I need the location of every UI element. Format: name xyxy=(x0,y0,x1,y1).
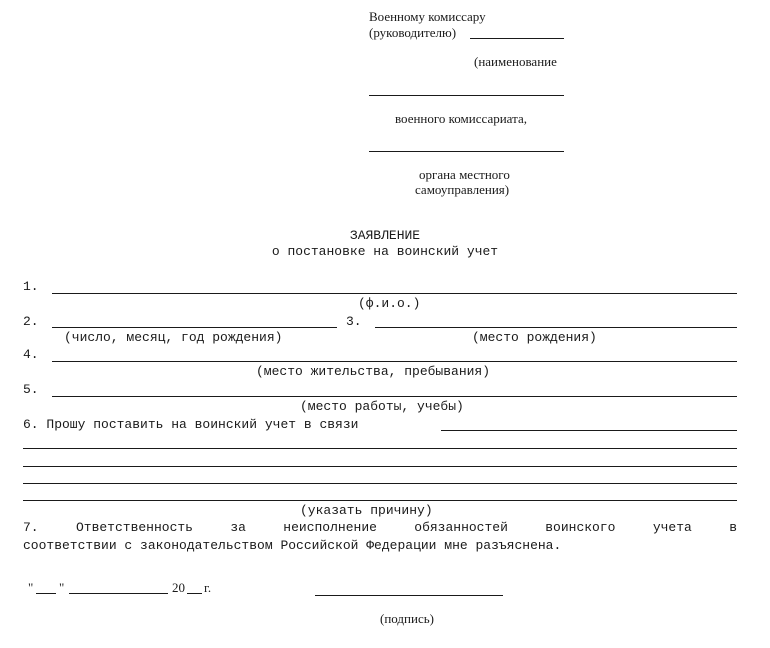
reason-line-5[interactable] xyxy=(23,500,737,501)
addressee-line-4: военного комиссариата, xyxy=(395,111,527,126)
birth-date-field[interactable] xyxy=(52,327,337,328)
residence-caption: (место жительства, пребывания) xyxy=(256,364,491,379)
month-field[interactable] xyxy=(69,593,168,594)
reason-field[interactable] xyxy=(441,430,737,431)
birth-place-caption: (место рождения) xyxy=(472,330,597,345)
date-quote-close: " xyxy=(59,580,65,595)
day-field[interactable] xyxy=(36,593,56,594)
residence-field[interactable] xyxy=(52,361,737,362)
fio-caption: (ф.и.о.) xyxy=(358,296,421,311)
item-7-line-1: 7. Ответственность за неисполнение обязанностей воинского учета в xyxy=(23,520,737,535)
item-6-text: 6. Прошу поставить на воинский учет в связи xyxy=(23,417,359,432)
birth-date-caption: (число, месяц, год рождения) xyxy=(64,330,283,345)
year-field[interactable] xyxy=(187,593,202,594)
reason-caption: (указать причину) xyxy=(300,503,433,518)
addressee-line-3: (наименование xyxy=(474,54,557,69)
workplace-field[interactable] xyxy=(52,396,737,397)
addressee-line-5: органа местного xyxy=(419,167,510,182)
reason-line-4[interactable] xyxy=(23,483,737,484)
birth-place-field[interactable] xyxy=(375,327,737,328)
item-number-4: 4. xyxy=(23,347,39,362)
addressee-line-6: самоуправления) xyxy=(415,182,510,197)
workplace-caption: (место работы, учебы) xyxy=(300,399,464,414)
document-title: ЗАЯВЛЕНИЕ xyxy=(349,228,421,243)
item-7-line-2: соответствии с законодательством Российской Федерации мне разъяснена. xyxy=(23,538,562,553)
fio-field[interactable] xyxy=(52,293,737,294)
signature-caption: (подпись) xyxy=(380,611,434,626)
item-number-5: 5. xyxy=(23,382,39,397)
commissariat-name-field[interactable] xyxy=(369,95,564,96)
commissar-name-field[interactable] xyxy=(470,38,564,39)
signature-field[interactable] xyxy=(315,595,503,596)
item-number-2: 2. xyxy=(23,314,39,329)
year-suffix: г. xyxy=(204,580,212,595)
commissariat-name-field-2[interactable] xyxy=(369,151,564,152)
addressee-line-1: Военному комиссару xyxy=(369,9,486,24)
addressee-line-2: (руководителю) xyxy=(369,25,457,40)
reason-line-3[interactable] xyxy=(23,466,737,467)
date-quote-open: " xyxy=(28,580,34,595)
item-number-3: 3. xyxy=(346,314,362,329)
reason-line-2[interactable] xyxy=(23,448,737,449)
item-number-1: 1. xyxy=(23,279,39,294)
document-subtitle: о постановке на воинский учет xyxy=(271,244,499,259)
year-prefix: 20 xyxy=(172,580,185,595)
